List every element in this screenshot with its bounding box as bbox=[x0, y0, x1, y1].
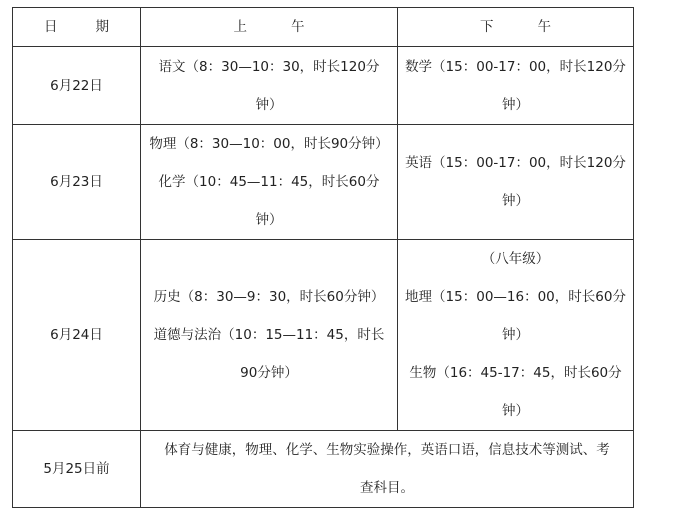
afternoon-line: 钟） bbox=[502, 403, 529, 419]
morning-line: 物理（8：30—10：00，时长90分钟） bbox=[149, 136, 389, 152]
morning-line: 钟） bbox=[255, 212, 283, 228]
note-line: 查科目。 bbox=[360, 480, 414, 496]
header-morning-char2: 午 bbox=[291, 19, 305, 35]
morning-line: 90分钟） bbox=[240, 365, 298, 381]
afternoon-line: （八年级） bbox=[481, 251, 550, 267]
date-cell: 6月22日 bbox=[13, 47, 141, 125]
header-afternoon bbox=[398, 8, 634, 47]
afternoon-line: 英语（15：00-17：00，时长120分 bbox=[405, 155, 626, 171]
header-date-char1: 日 bbox=[44, 19, 58, 35]
afternoon-cell bbox=[398, 47, 634, 125]
morning-line: 语文（8：30—10：30，时长120分 bbox=[158, 58, 380, 75]
afternoon-line: 数学（15：00-17：00，时长120分 bbox=[405, 58, 626, 75]
table-row bbox=[13, 125, 634, 240]
date-cell: 5月25日前 bbox=[13, 431, 141, 508]
table-row bbox=[13, 240, 634, 431]
header-morning bbox=[141, 8, 398, 47]
morning-line: 钟） bbox=[255, 96, 283, 113]
afternoon-cell bbox=[398, 125, 634, 240]
table-header-row bbox=[13, 8, 634, 47]
header-date-char2: 期 bbox=[95, 19, 109, 35]
afternoon-line: 钟） bbox=[502, 327, 529, 343]
header-date bbox=[13, 8, 141, 47]
note-line: 体育与健康，物理、化学、生物实验操作，英语口语，信息技术等测试、考 bbox=[164, 442, 610, 458]
afternoon-line: 钟） bbox=[502, 96, 529, 113]
morning-line: 道德与法治（10：15—11：45，时长 bbox=[153, 327, 385, 343]
afternoon-line: 地理（15：00—16：00，时长60分 bbox=[405, 289, 626, 305]
afternoon-line: 钟） bbox=[502, 193, 529, 209]
table-row bbox=[13, 431, 634, 508]
morning-line: 历史（8：30—9：30，时长60分钟） bbox=[153, 289, 385, 305]
morning-line: 化学（10：45—11：45，时长60分 bbox=[158, 174, 380, 190]
header-morning-char1: 上 bbox=[233, 19, 247, 35]
table-row bbox=[13, 47, 634, 125]
morning-cell bbox=[141, 240, 398, 431]
date-cell: 6月24日 bbox=[13, 240, 141, 431]
afternoon-line: 生物（16：45-17：45，时长60分 bbox=[409, 365, 622, 381]
exam-schedule-table bbox=[12, 7, 634, 508]
note-cell bbox=[141, 431, 634, 508]
afternoon-cell bbox=[398, 240, 634, 431]
morning-cell bbox=[141, 125, 398, 240]
date-cell: 6月23日 bbox=[13, 125, 141, 240]
header-afternoon-char1: 下 bbox=[480, 19, 494, 35]
header-afternoon-char2: 午 bbox=[537, 19, 551, 35]
morning-cell bbox=[141, 47, 398, 125]
